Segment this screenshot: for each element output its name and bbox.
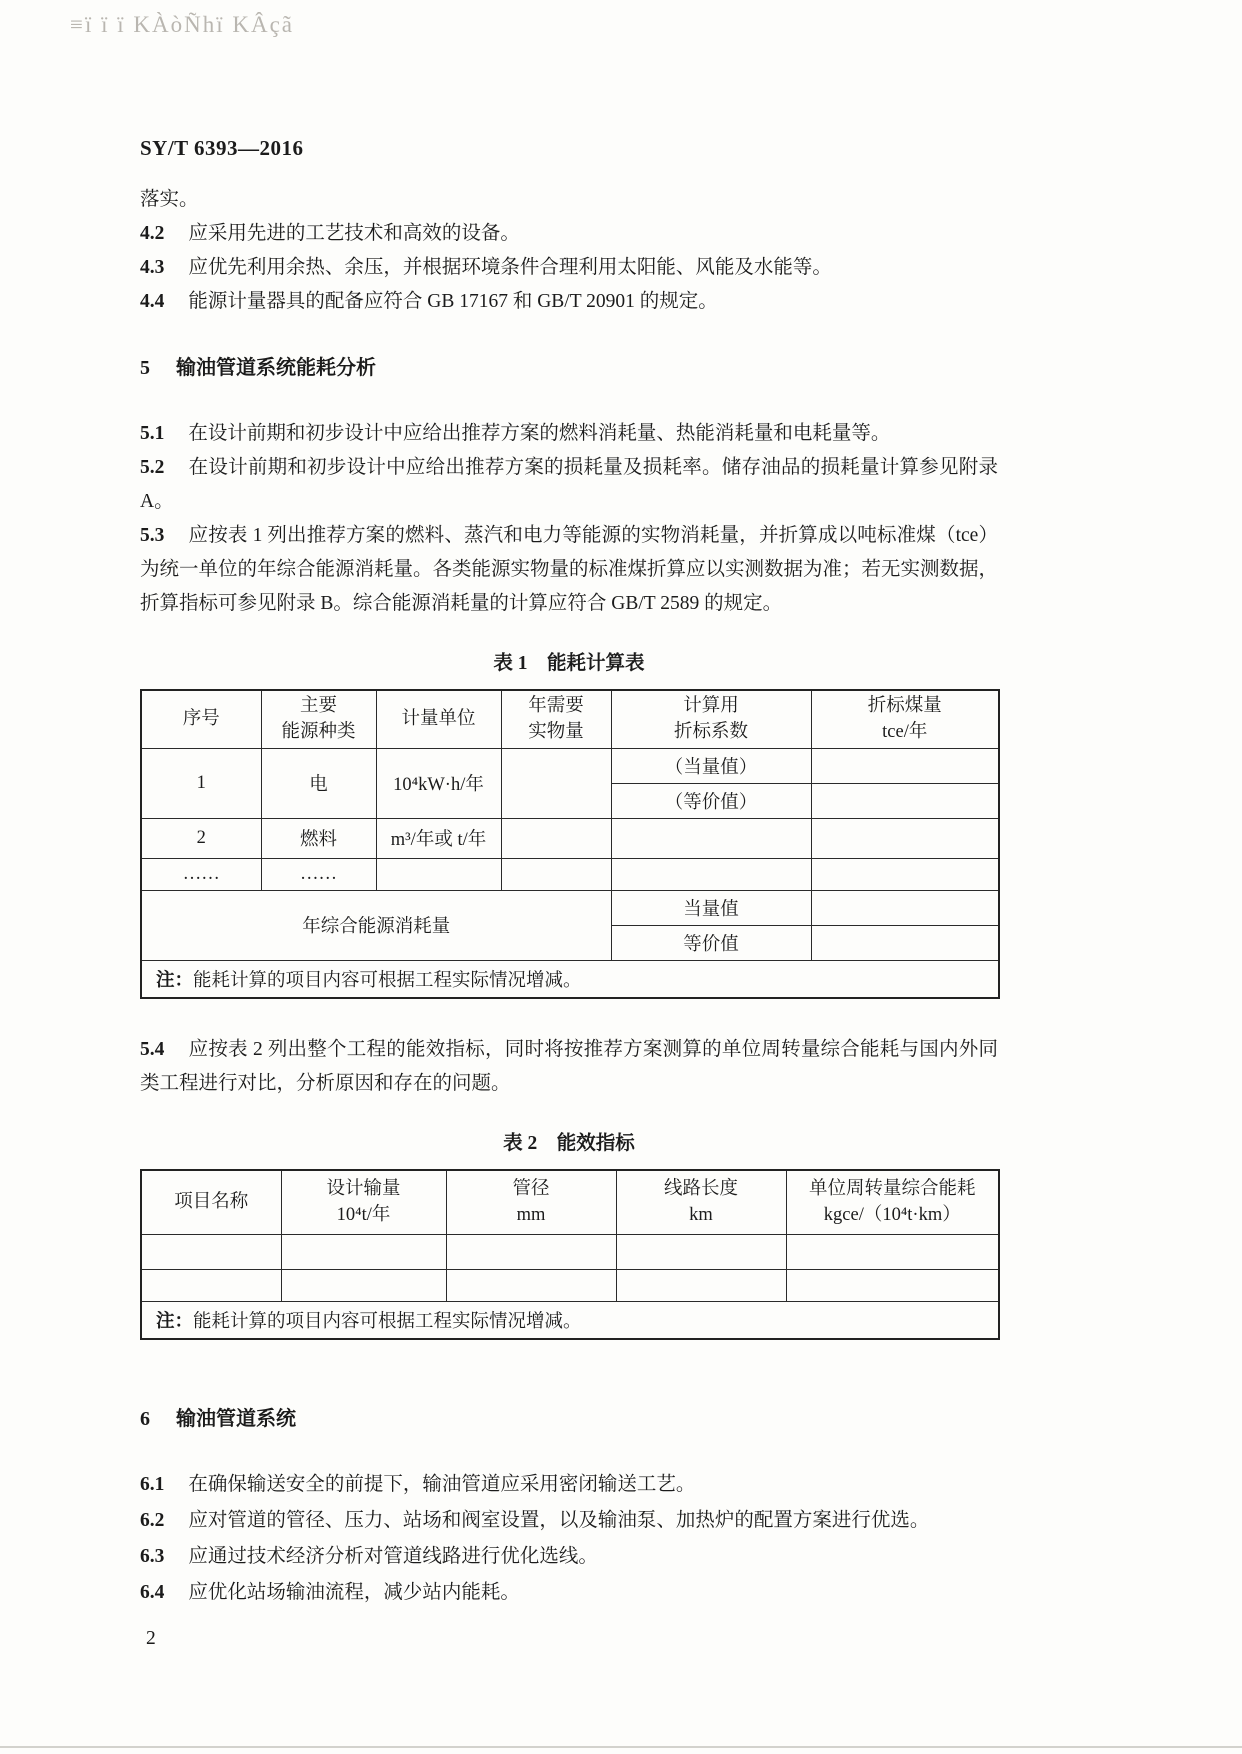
header-line: 管径	[512, 1179, 550, 1200]
table1-energy-calculation	[140, 689, 1000, 999]
clause-text: 在设计前期和初步设计中应给出推荐方案的损耗量及损耗率。储存油品的损耗量计算参见附录 A。	[140, 457, 998, 512]
cell-empty	[811, 858, 999, 890]
section-6-heading	[140, 1402, 998, 1436]
cell-empty	[141, 1269, 281, 1301]
cell-coal-empty	[811, 783, 999, 818]
header-line: 10⁴t/年	[336, 1205, 391, 1226]
doc-number: SY/T 6393—2016	[140, 136, 304, 160]
header-line: 折标煤量	[867, 696, 942, 717]
table-header-row	[141, 1170, 999, 1234]
header-line: 实物量	[528, 722, 584, 743]
table1-header-unit	[376, 690, 501, 748]
header-line: 线路长度	[663, 1179, 738, 1200]
clause-number: 4.3	[140, 257, 165, 278]
table1-header-energy-type	[261, 690, 376, 748]
clause-5-2	[140, 451, 998, 519]
table-row	[141, 1269, 999, 1301]
table-row	[141, 890, 999, 925]
clause-text: 应通过技术经济分析对管道线路进行优化选线。	[188, 1546, 598, 1567]
header-line: mm	[516, 1205, 546, 1226]
note-text: 能耗计算的项目内容可根据工程实际情况增减。	[193, 1311, 582, 1332]
table-row	[141, 858, 999, 890]
table2-header-line-length	[616, 1170, 786, 1234]
table-note-row	[141, 960, 999, 998]
header-line: 折标系数	[673, 722, 748, 743]
clause-6-3	[140, 1540, 998, 1574]
clause-4-3	[140, 251, 998, 285]
header-line: 序号	[182, 709, 220, 730]
cell-energy-type: ……	[261, 858, 376, 890]
clause-number: 6.4	[140, 1582, 165, 1603]
clause-5-1	[140, 417, 998, 451]
cell-empty	[811, 925, 999, 960]
section-5-heading	[140, 351, 998, 385]
page-content	[140, 0, 998, 1650]
table-row	[141, 818, 999, 858]
table1-header-conversion-coef	[611, 690, 811, 748]
clause-number: 5.1	[140, 423, 165, 444]
cell-annual-total-label: 年综合能源消耗量	[141, 890, 611, 960]
cell-empty	[281, 1269, 446, 1301]
table-row	[141, 748, 999, 783]
cell-seq: 1	[141, 748, 261, 818]
header-line: 计量单位	[401, 709, 476, 730]
cell-empty	[616, 1269, 786, 1301]
clause-text: 应对管道的管径、压力、站场和阀室设置，以及输油泵、加热炉的配置方案进行优选。	[188, 1510, 930, 1531]
table2-note	[141, 1301, 999, 1339]
cell-unit: m³/年或 t/年	[376, 818, 501, 858]
cell-energy-type: 电	[261, 748, 376, 818]
table1-header-annual-quantity	[501, 690, 611, 748]
section-title: 输油管道系统	[176, 1408, 296, 1430]
table-note-row	[141, 1301, 999, 1339]
clause-5-3	[140, 519, 998, 621]
cell-seq: 2	[141, 818, 261, 858]
cell-empty	[446, 1234, 616, 1269]
table2-header-project-name	[141, 1170, 281, 1234]
clause-5-4	[140, 1033, 998, 1101]
clause-number: 5.4	[140, 1039, 165, 1060]
clause-6-2	[140, 1504, 998, 1538]
clause-text: 在设计前期和初步设计中应给出推荐方案的燃料消耗量、热能消耗量和电耗量等。	[188, 423, 891, 444]
table2-energy-efficiency	[140, 1169, 1000, 1340]
table1-header-seq	[141, 690, 261, 748]
cell-empty	[446, 1269, 616, 1301]
clause-number: 4.2	[140, 223, 165, 244]
cell-empty	[786, 1234, 999, 1269]
table1-header-coal-equivalent	[811, 690, 999, 748]
scan-artifact	[0, 1746, 1242, 1748]
clause-text: 应按表 1 列出推荐方案的燃料、蒸汽和电力等能源的实物消耗量，并折算成以吨标准煤（tce）为统一单位的年综合能源消耗量。各类能源实物量的标准煤折算应以实测数据为准；若无实测数据，折算指标可参见附录 B。综合能源消耗量的计算应符合 GB/T 2589 的规定。	[140, 525, 999, 614]
table1-note	[141, 960, 999, 998]
clause-text: 能源计量器具的配备应符合 GB 17167 和 GB/T 20901 的规定。	[188, 291, 718, 312]
note-label: 注：	[156, 1311, 194, 1332]
header-line: 项目名称	[174, 1192, 249, 1213]
table-row	[141, 1234, 999, 1269]
cell-energy-type: 燃料	[261, 818, 376, 858]
header-line: 设计输量	[326, 1179, 401, 1200]
clause-number: 5.2	[140, 457, 165, 478]
cell-empty	[811, 890, 999, 925]
cell-empty	[281, 1234, 446, 1269]
clause-4-4	[140, 285, 998, 319]
clause-number: 6.1	[140, 1474, 165, 1495]
header-line: km	[689, 1205, 713, 1226]
header-line: 单位周转量综合能耗	[808, 1179, 976, 1200]
header-line: 计算用	[683, 696, 739, 717]
cell-empty	[811, 818, 999, 858]
cell-empty	[611, 818, 811, 858]
table2-header-unit-energy	[786, 1170, 999, 1234]
cell-quantity-empty	[501, 748, 611, 818]
section-number: 5	[140, 357, 150, 379]
header-line: tce/年	[882, 722, 928, 743]
cell-unit: 10⁴kW·h/年	[376, 748, 501, 818]
table-header-row	[141, 690, 999, 748]
cell-total-equivalent: 当量值	[611, 890, 811, 925]
clause-text: 在确保输送安全的前提下，输油管道应采用密闭输送工艺。	[188, 1474, 696, 1495]
table2-header-diameter	[446, 1170, 616, 1234]
note-text: 能耗计算的项目内容可根据工程实际情况增减。	[193, 970, 582, 991]
cell-seq: ……	[141, 858, 261, 890]
cell-empty	[141, 1234, 281, 1269]
cell-coal-empty	[811, 748, 999, 783]
cell-empty	[786, 1269, 999, 1301]
clause-number: 6.3	[140, 1546, 165, 1567]
clause-number: 5.3	[140, 525, 165, 546]
header-line: kgce/（10⁴t·km）	[823, 1205, 961, 1226]
clause-number: 4.4	[140, 291, 165, 312]
clause-number: 6.2	[140, 1510, 165, 1531]
cell-empty	[611, 858, 811, 890]
clause-text: 应按表 2 列出整个工程的能效指标，同时将按推荐方案测算的单位周转量综合能耗与国内外同类工程进行对比，分析原因和存在的问题。	[140, 1039, 998, 1094]
clause-text: 应优化站场输油流程，减少站内能耗。	[188, 1582, 520, 1603]
watermark: ≡ï ï ï KÀòÑhï KÂçã	[70, 12, 294, 37]
note-label: 注：	[156, 970, 194, 991]
clause-text: 应优先利用余热、余压，并根据环境条件合理利用太阳能、风能及水能等。	[188, 257, 832, 278]
clause-6-4	[140, 1576, 998, 1610]
clause-4-2	[140, 217, 998, 251]
cell-empty	[376, 858, 501, 890]
cell-coef-equivalent: （当量值）	[611, 748, 811, 783]
page-number: 2	[146, 1628, 156, 1649]
table1-caption: 表 1 能耗计算表	[493, 653, 645, 674]
clause-6-1	[140, 1468, 998, 1502]
cell-empty	[501, 818, 611, 858]
section-title: 输油管道系统能耗分析	[176, 357, 376, 379]
paragraph-text: 落实。	[140, 189, 199, 210]
cell-total-parity: 等价值	[611, 925, 811, 960]
header-line: 年需要	[528, 696, 584, 717]
clause-text: 应采用先进的工艺技术和高效的设备。	[188, 223, 520, 244]
section-number: 6	[140, 1408, 150, 1430]
header-line: 能源种类	[281, 722, 356, 743]
table2-caption: 表 2 能效指标	[503, 1133, 635, 1154]
table2-header-design-throughput	[281, 1170, 446, 1234]
paragraph-continuation	[140, 183, 998, 217]
header-line: 主要	[299, 696, 337, 717]
cell-empty	[501, 858, 611, 890]
cell-coef-parity: （等价值）	[611, 783, 811, 818]
cell-empty	[616, 1234, 786, 1269]
